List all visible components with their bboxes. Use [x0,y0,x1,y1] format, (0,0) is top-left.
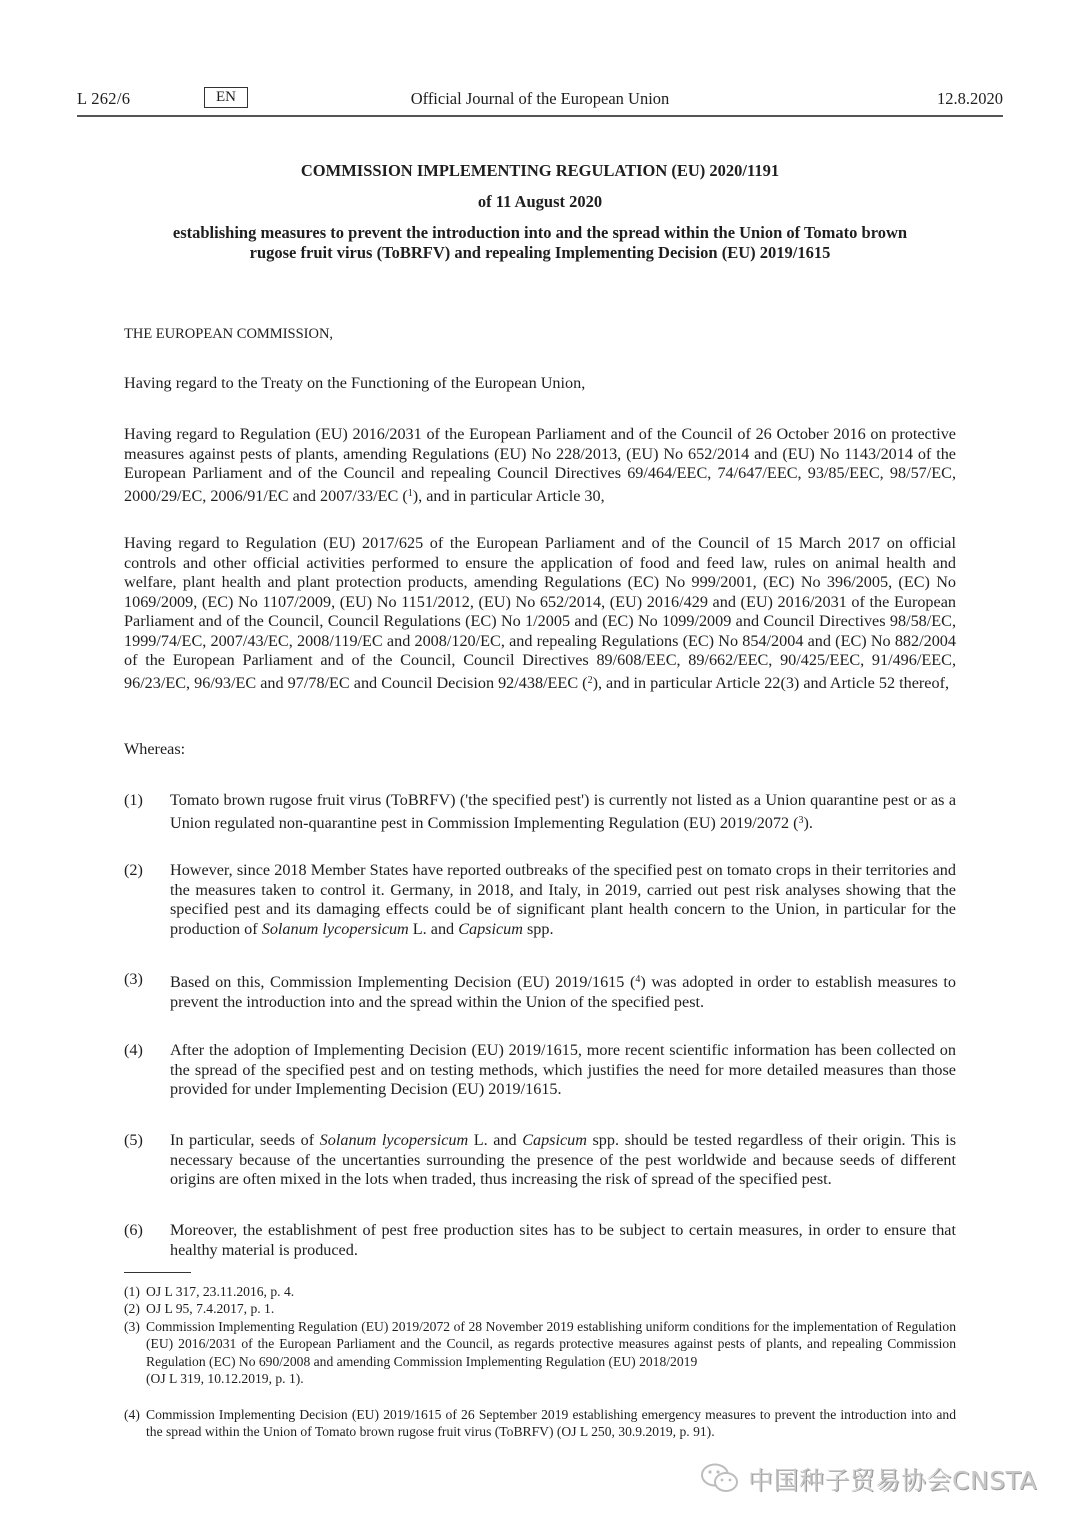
header-divider [77,115,1003,117]
document-subject: establishing measures to prevent the introduction into and the spread within the Union of Tomato brown rugose fruit virus (ToBRFV) and repealing Implementing Decision (EU) 2019/1615 [172,223,908,262]
recital-number: (2) [124,861,143,879]
footnote-ref-3[interactable]: 3 [798,814,804,826]
page-reference: L 262/6 [77,89,131,108]
footnote-ref-4[interactable]: 4 [635,974,641,985]
footnote-1: (1) OJ L 317, 23.11.2016, p. 4. [124,1284,295,1299]
whereas-label: Whereas: [124,740,186,758]
recital-4: (4) After the adoption of Implementing Decision (EU) 2019/1615, more recent scientific information has been collected on the spread of the specified pest and on testing methods, which justifies the need for more detailed measures than those provided for under Implementing Decision (EU) 2019/1615. [124,1041,956,1098]
document-date: of 11 August 2020 [477,192,603,211]
footnote-3: (3) Commission Implementing Regulation (EU) 2019/2072 of 28 November 2019 establishing uniform conditions for the implementation of Regulation (EU) 2016/2031 of the European Parliament and the Council, as regards protective measures against pests of plants, and repealing Commission Regulation (EC) No 690/2008 and amending Commission Implementing Regulation (EU) 2018/2019 (OJ L 319, 10.12.2019, p. 1). [124,1319,956,1386]
footnote-ref-2[interactable]: 2 [587,674,593,686]
footnote-4: (4) Commission Implementing Decision (EU) 2019/1615 of 26 September 2019 establishing emergency measures to prevent the introduction into and the spread within the Union of Tomato brown rugose fruit virus (ToBRFV) (OJ L 250, 30.9.2019, p. 91). [124,1407,956,1440]
language-badge: EN [204,87,248,108]
page-header [77,89,1003,111]
citation-regulation-2017-625: Having regard to Regulation (EU) 2017/625 of the European Parliament and of the Council of 15 March 2017 on official controls and other official activities performed to ensure the application of food and feed law, rules on animal health and welfare, plant health and plant protection products, amending Regulations (EC) No 999/2001, (EC) No 396/2005, (EC) No 1069/2009, (EC) No 1107/2009, (EU) No 1151/2012, (EU) No 652/2014, (EU) 2016/429 and (EU) 2016/2031 of the European Parliament and of the Council, Council Regulations (EC) No 1/2005 and (EC) No 1099/2009 and Council Directives 98/58/EC, 1999/74/EC, 2007/43/EC, 2008/119/EC and 2008/120/EC, and repealing Regulations (EC) No 854/2004 and (EC) No 882/2004 of the European Parliament and of the Council, Council Directives 89/608/EEC, 89/662/EEC, 90/425/EEC, 91/496/EEC, 96/23/EC, 96/93/EC and 97/78/EC and Council Decision 92/438/EEC ($^2$), and in particular Article 22(3) and Article 52 thereof, [124,534,956,692]
watermark-text: 中国种子贸易协会CNSTA [748,1466,1037,1495]
recital-5: (5) In particular, seeds of Solanum lycopersicum L. and Capsicum spp. should be tested regardless of their origin. This is necessary because of the uncertanties surrounding the presence of the pest worldwide and because seeds of different origins are often mixed in the lots when traded, thus increasing the risk of spread of the specified pest. [124,1131,956,1188]
footnote-ref-1[interactable]: 1 [407,487,413,499]
footnote-divider [124,1272,191,1273]
recital-number: (5) [124,1131,143,1149]
wechat-icon [700,1462,742,1496]
citation-treaty: Having regard to the Treaty on the Functioning of the European Union, [124,374,586,392]
journal-title: Official Journal of the European Union [410,89,670,108]
watermark [700,1461,1037,1497]
recital-2: (2) However, since 2018 Member States have reported outbreaks of the specified pest on tomato crops in their territories and the measures taken to control it. Germany, in 2018, and Italy, in 2019, carried out pest risk analyses showing that the specified pest and its damaging effects could be of significant plant health concern to the Union, in particular for the production of Solanum lycopersicum L. and Capsicum spp. [124,861,956,938]
publication-date: 12.8.2020 [937,89,1003,108]
citation-regulation-2016-2031: Having regard to Regulation (EU) 2016/2031 of the European Parliament and of the Council of 26 October 2016 on protective measures against pests of plants, amending Regulations (EU) No 228/2013, (EU) No 652/2014 and (EU) No 1143/2014 of the European Parliament and of the Council and repealing Council Directives 69/464/EEC, 74/647/EEC, 93/85/EEC, 98/57/EC, 2000/29/EC, 2006/91/EC and 2007/33/EC ($^1$), and in particular Article 30, [124,425,956,505]
recital-1: (1) Tomato brown rugose fruit virus (ToBRFV) ('the specified pest') is currently not listed as a Union quarantine pest or as a Union regulated non-quarantine pest in Commission Implementing Regulation (EU) 2019/2072 ($^3$). [124,791,956,832]
recital-3: (3) Based on this, Commission Implementing Decision (EU) 2019/1615 ($^4$) was adopted in order to establish measures to prevent the introduction into and the spread within the Union of the specified pest. [124,970,956,1011]
footnote-2: (2) OJ L 95, 7.4.2017, p. 1. [124,1301,275,1316]
recital-number: (6) [124,1221,143,1239]
recital-number: (4) [124,1041,143,1059]
document-title: COMMISSION IMPLEMENTING REGULATION (EU) 2020/1191 [300,161,780,180]
preamble-author: THE EUROPEAN COMMISSION, [124,326,334,342]
recital-number: (1) [124,791,143,809]
recital-6: (6) Moreover, the establishment of pest free production sites has to be subject to certain measures, in order to ensure that healthy material is produced. [124,1221,956,1259]
recital-number: (3) [124,970,143,988]
